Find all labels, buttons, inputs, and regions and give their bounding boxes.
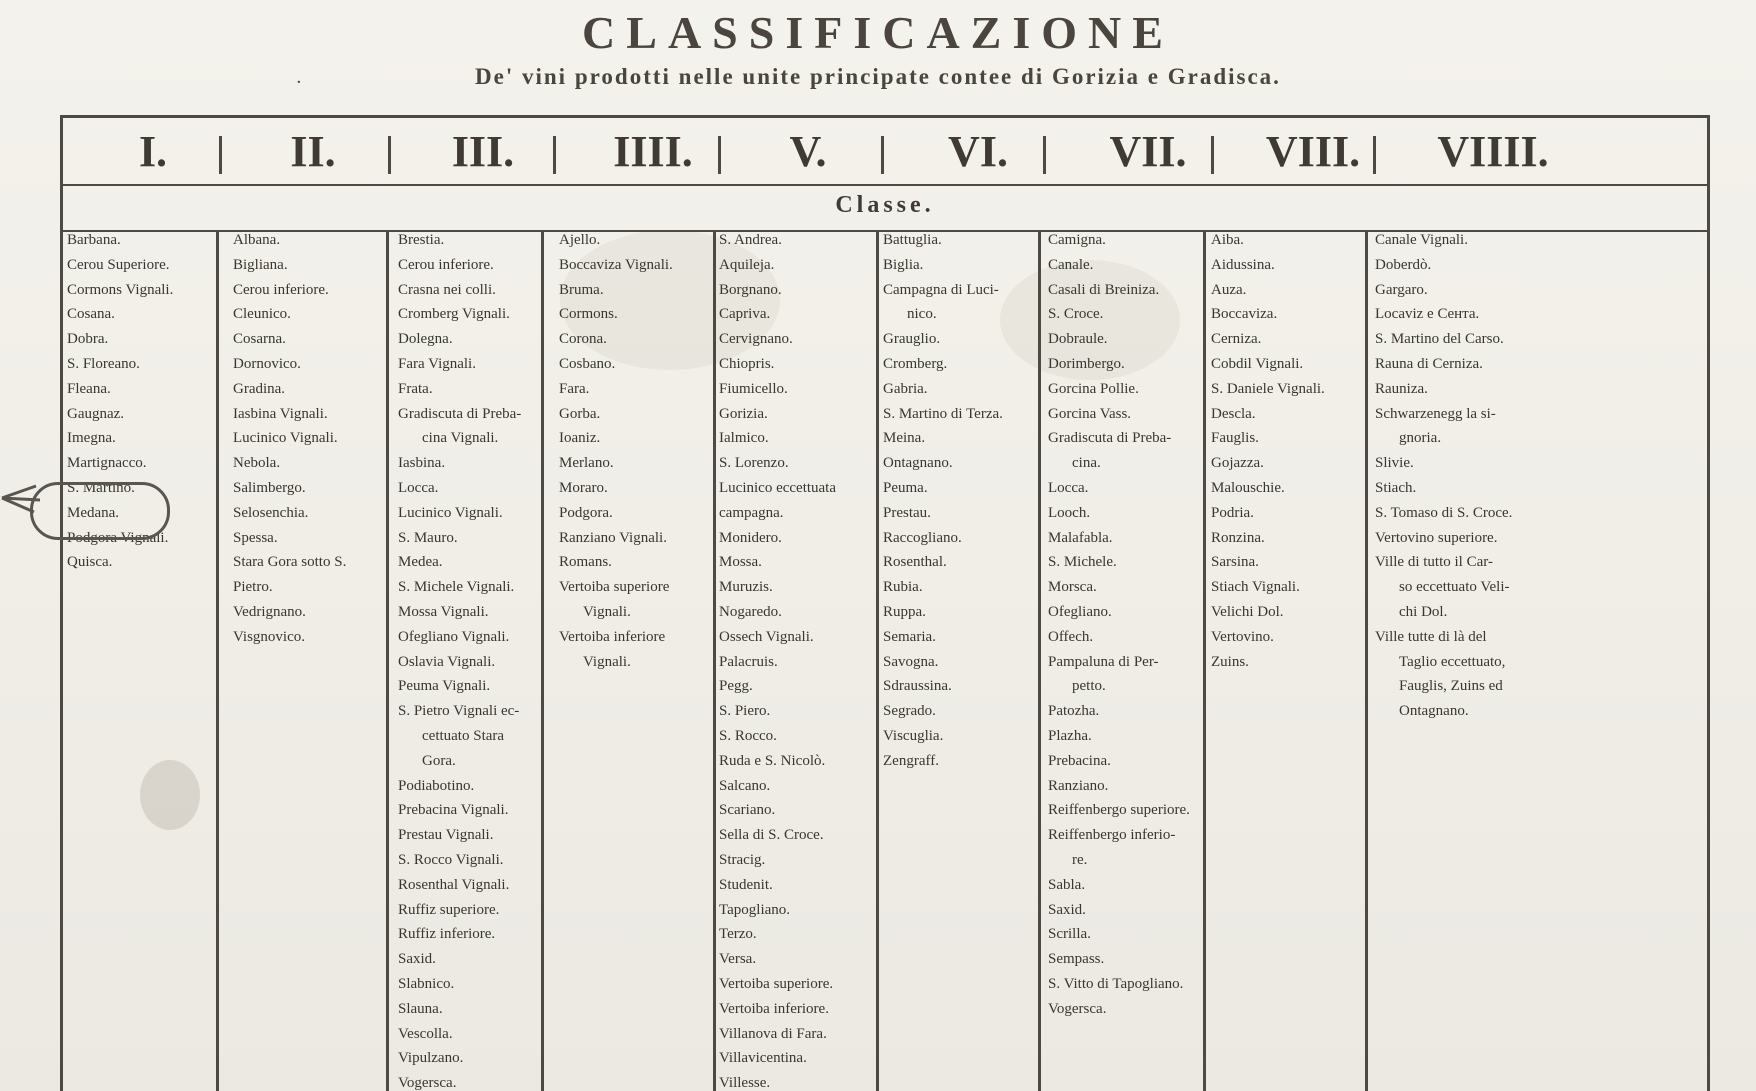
wine-locality-entry: Chiopris. bbox=[719, 355, 775, 372]
wine-locality-entry: Stiach. bbox=[1375, 479, 1417, 496]
wine-locality-entry: Gradiscuta di Preba- bbox=[398, 405, 522, 422]
wine-locality-entry: Rubia. bbox=[883, 579, 923, 596]
wine-locality-entry: Reiffenbergo superiore. bbox=[1048, 802, 1190, 819]
wine-locality-entry: Reiffenbergo inferio- bbox=[1048, 827, 1176, 844]
wine-locality-entry: Vertoiba superiore. bbox=[719, 975, 834, 992]
wine-locality-entry: Barbana. bbox=[67, 232, 121, 248]
wine-locality-entry: Dobraule. bbox=[1048, 331, 1108, 348]
column-rule bbox=[876, 232, 879, 1091]
wine-locality-entry: Meina. bbox=[883, 430, 926, 447]
wine-locality-entry: Ioaniz. bbox=[559, 430, 601, 447]
wine-locality-entry: Malafabla. bbox=[1048, 529, 1113, 546]
wine-locality-entry: Tapogliano. bbox=[719, 901, 791, 918]
wine-locality-entry: Fleana. bbox=[67, 380, 111, 397]
wine-locality-entry: Semaria. bbox=[883, 628, 936, 645]
wine-locality-entry: Ville tutte di là del bbox=[1375, 628, 1487, 645]
numeral-separator bbox=[1211, 136, 1214, 174]
wine-locality-entry: Slauna. bbox=[398, 1000, 443, 1017]
wine-locality-entry: Cromberg. bbox=[883, 355, 948, 372]
wine-locality-entry: nico. bbox=[907, 306, 937, 323]
wine-locality-entry: S. Piero. bbox=[719, 703, 771, 720]
wine-locality-entry: Grauglio. bbox=[883, 331, 941, 348]
column-rule bbox=[541, 232, 544, 1091]
wine-locality-entry: Morsca. bbox=[1048, 579, 1097, 596]
wine-locality-entry: Ofegliano Vignali. bbox=[398, 628, 510, 645]
wine-locality-entry: Gaugnaz. bbox=[67, 405, 125, 422]
wine-locality-entry: Podgora. bbox=[559, 504, 613, 521]
wine-locality-entry: Cosbano. bbox=[559, 355, 616, 372]
wine-locality-entry: S. Martino del Carso. bbox=[1375, 331, 1504, 348]
wine-locality-entry: Velichi Dol. bbox=[1211, 603, 1284, 620]
wine-locality-entry: Casali di Breiniza. bbox=[1048, 281, 1160, 298]
wine-locality-entry: Cormons. bbox=[559, 306, 618, 323]
wine-locality-entry: Lucinico Vignali. bbox=[398, 504, 503, 521]
wine-locality-entry: Pegg. bbox=[719, 678, 753, 695]
wine-locality-entry: chi Dol. bbox=[1399, 603, 1448, 620]
wine-locality-entry: Vertoiba inferiore. bbox=[719, 1000, 829, 1017]
wine-locality-entry: Albana. bbox=[233, 232, 281, 248]
wine-locality-entry: Ville di tutto il Car- bbox=[1375, 554, 1493, 571]
wine-locality-entry: Boccaviza. bbox=[1211, 306, 1278, 323]
numeral-separator bbox=[219, 136, 222, 174]
wine-locality-entry: cina. bbox=[1072, 455, 1101, 472]
wine-locality-entry: Villanova di Fara. bbox=[719, 1025, 827, 1042]
wine-locality-entry: Slivie. bbox=[1375, 455, 1414, 472]
wine-locality-entry: Peuma Vignali. bbox=[398, 678, 491, 695]
wine-locality-entry: Muruzis. bbox=[719, 579, 773, 596]
wine-locality-entry: Ruffiz inferiore. bbox=[398, 926, 496, 943]
column-rule bbox=[713, 232, 716, 1091]
wine-locality-entry: cettuato Stara bbox=[422, 727, 505, 744]
classe-row bbox=[63, 186, 1707, 232]
numeral-separator bbox=[1043, 136, 1046, 174]
wine-locality-entry: Mossa Vignali. bbox=[398, 603, 489, 620]
column-rule bbox=[386, 232, 389, 1091]
wine-locality-entry: Salimbergo. bbox=[233, 479, 306, 496]
wine-locality-entry: Rauna di Cerniza. bbox=[1375, 355, 1483, 372]
wine-locality-entry: Cromberg Vignali. bbox=[398, 306, 510, 323]
class-8-column bbox=[1211, 228, 1325, 674]
wine-locality-entry: Raccogliano. bbox=[883, 529, 962, 546]
wine-locality-entry: Brestia. bbox=[398, 232, 445, 248]
wine-locality-entry: Medea. bbox=[398, 554, 443, 571]
wine-locality-entry: Sarsina. bbox=[1211, 554, 1259, 571]
wine-locality-entry: Viscuglia. bbox=[883, 727, 944, 744]
wine-locality-entry: Fauglis. bbox=[1211, 430, 1259, 447]
wine-locality-entry: Gargaro. bbox=[1375, 281, 1428, 298]
wine-locality-entry: Imegna. bbox=[67, 430, 116, 447]
wine-locality-entry: Stara Gora sotto S. bbox=[233, 554, 347, 571]
wine-locality-entry: S. Lorenzo. bbox=[719, 455, 789, 472]
column-rule bbox=[1203, 232, 1206, 1091]
wine-locality-entry: Stiach Vignali. bbox=[1211, 579, 1300, 596]
wine-locality-entry: Slabnico. bbox=[398, 975, 455, 992]
numeral-3: III. bbox=[451, 127, 515, 176]
wine-locality-entry: Gora. bbox=[422, 752, 456, 769]
handwritten-circle-mark bbox=[30, 482, 170, 540]
wine-locality-entry: Vipulzano. bbox=[398, 1050, 464, 1067]
wine-locality-entry: Scariano. bbox=[719, 802, 776, 819]
column-rule bbox=[1038, 232, 1041, 1091]
wine-locality-entry: Doberdò. bbox=[1375, 256, 1432, 273]
wine-locality-entry: Locaviz e Cента. bbox=[1375, 306, 1480, 323]
wine-locality-entry: Ranziano Vignali. bbox=[559, 529, 667, 546]
wine-locality-entry: Patozha. bbox=[1048, 703, 1100, 720]
wine-locality-entry: Vescolla. bbox=[398, 1025, 453, 1042]
wine-locality-entry: Auza. bbox=[1211, 281, 1247, 298]
wine-locality-entry: Cosarna. bbox=[233, 331, 286, 348]
wine-locality-entry: Gradiscuta di Preba- bbox=[1048, 430, 1172, 447]
wine-locality-entry: S. Rocco. bbox=[719, 727, 777, 744]
wine-locality-entry: Vogersca. bbox=[1048, 1000, 1107, 1017]
wine-locality-entry: Ossech Vignali. bbox=[719, 628, 814, 645]
wine-locality-entry: Pampaluna di Per- bbox=[1048, 653, 1159, 670]
wine-locality-entry: S. Floreano. bbox=[67, 355, 140, 372]
numeral-5: V. bbox=[789, 127, 827, 176]
wine-locality-entry: Merlano. bbox=[559, 455, 614, 472]
wine-locality-entry: Dornovico. bbox=[233, 355, 301, 372]
wine-locality-entry: Aidussina. bbox=[1211, 256, 1275, 273]
wine-locality-entry: Savogna. bbox=[883, 653, 939, 670]
wine-locality-entry: Cerou inferiore. bbox=[233, 281, 329, 298]
wine-locality-entry: Ranziano. bbox=[1048, 777, 1109, 794]
wine-locality-entry: Aiba. bbox=[1211, 232, 1244, 248]
wine-locality-entry: Oslavia Vignali. bbox=[398, 653, 496, 670]
wine-locality-entry: Ofegliano. bbox=[1048, 603, 1112, 620]
wine-locality-entry: Selosenchia. bbox=[233, 504, 309, 521]
numeral-separator bbox=[881, 136, 884, 174]
subtitle-bullet: · bbox=[296, 72, 302, 93]
wine-locality-entry: Ruffiz superiore. bbox=[398, 901, 500, 918]
wine-locality-entry: Cleunico. bbox=[233, 306, 291, 323]
wine-locality-entry: Borgnano. bbox=[719, 281, 782, 298]
column-rule bbox=[1365, 232, 1368, 1091]
wine-locality-entry: Cobdil Vignali. bbox=[1211, 355, 1304, 372]
wine-locality-entry: Gabria. bbox=[883, 380, 928, 397]
column-rule bbox=[216, 232, 219, 1091]
wine-locality-entry: Campagna di Luci- bbox=[883, 281, 999, 298]
wine-locality-entry: Saxid. bbox=[1048, 901, 1086, 918]
wine-locality-entry: Romans. bbox=[559, 554, 612, 571]
wine-locality-entry: Offech. bbox=[1048, 628, 1094, 645]
wine-locality-entry: Iasbina. bbox=[398, 455, 446, 472]
wine-locality-entry: Mossa. bbox=[719, 554, 762, 571]
wine-locality-entry: Versa. bbox=[719, 951, 757, 968]
wine-locality-entry: so eccettuato Veli- bbox=[1399, 579, 1510, 596]
wine-locality-entry: Gorcina Pollie. bbox=[1048, 380, 1139, 397]
wine-locality-entry: Cervignano. bbox=[719, 331, 793, 348]
numeral-separator bbox=[718, 136, 721, 174]
wine-locality-entry: cina Vignali. bbox=[422, 430, 499, 447]
wine-locality-entry: Taglio eccettuato, bbox=[1399, 653, 1506, 670]
wine-locality-entry: Gorcina Vass. bbox=[1048, 405, 1132, 422]
wine-locality-entry: Zengraff. bbox=[883, 752, 939, 769]
wine-locality-entry: Segrado. bbox=[883, 703, 936, 720]
wine-locality-entry: S. Michele. bbox=[1048, 554, 1117, 571]
wine-locality-entry: Dobra. bbox=[67, 331, 109, 348]
wine-locality-entry: Prestau. bbox=[883, 504, 931, 521]
wine-locality-entry: Rosenthal Vignali. bbox=[398, 876, 510, 893]
wine-locality-entry: Prestau Vignali. bbox=[398, 827, 494, 844]
numeral-9: VIIII. bbox=[1437, 127, 1549, 176]
wine-locality-entry: Cerniza. bbox=[1211, 331, 1262, 348]
class-7-column bbox=[1048, 228, 1190, 1022]
wine-locality-entry: S. Michele Vignali. bbox=[398, 579, 515, 596]
wine-locality-entry: Biglia. bbox=[883, 256, 924, 273]
wine-locality-entry: Descla. bbox=[1211, 405, 1256, 422]
class-numeral-row bbox=[63, 118, 1707, 186]
numeral-6: VI. bbox=[948, 127, 1008, 176]
wine-locality-entry: Saxid. bbox=[398, 951, 436, 968]
wine-locality-entry: Studenit. bbox=[719, 876, 773, 893]
wine-locality-entry: Looch. bbox=[1048, 504, 1091, 521]
wine-locality-entry: Nogaredo. bbox=[719, 603, 782, 620]
wine-locality-entry: Vignali. bbox=[583, 603, 631, 620]
wine-locality-entry: S. Daniele Vignali. bbox=[1211, 380, 1325, 397]
wine-locality-entry: Corona. bbox=[559, 331, 607, 348]
class-5-column bbox=[719, 228, 836, 1091]
wine-locality-entry: Ronzina. bbox=[1211, 529, 1265, 546]
wine-locality-entry: Sempass. bbox=[1048, 951, 1105, 968]
wine-locality-entry: Vogersca. bbox=[398, 1075, 457, 1091]
wine-locality-entry: Nebola. bbox=[233, 455, 281, 472]
numeral-separator bbox=[388, 136, 391, 174]
wine-locality-entry: Lucinico Vignali. bbox=[233, 430, 338, 447]
wine-locality-entry: Frata. bbox=[398, 380, 433, 397]
wine-locality-entry: Palacruis. bbox=[719, 653, 778, 670]
numeral-8: VIII. bbox=[1265, 127, 1361, 176]
wine-locality-entry: Canale. bbox=[1048, 256, 1094, 273]
wine-locality-entry: Sdraussina. bbox=[883, 678, 952, 695]
wine-locality-entry: Ialmico. bbox=[719, 430, 769, 447]
wine-locality-entry: Bigliana. bbox=[233, 256, 288, 273]
wine-locality-entry: Aquileja. bbox=[719, 256, 775, 273]
wine-locality-entry: Capriva. bbox=[719, 306, 771, 323]
wine-locality-entry: Sella di S. Croce. bbox=[719, 827, 824, 844]
wine-locality-entry: Fauglis, Zuins ed bbox=[1399, 678, 1503, 695]
numeral-separator bbox=[1373, 136, 1376, 174]
wine-locality-entry: Gradina. bbox=[233, 380, 286, 397]
wine-locality-entry: Gorba. bbox=[559, 405, 601, 422]
wine-locality-entry: Cerou inferiore. bbox=[398, 256, 494, 273]
wine-locality-entry: Fiumicello. bbox=[719, 380, 788, 397]
class-4-column bbox=[559, 228, 673, 674]
wine-locality-entry: Schwarzenegg la si- bbox=[1375, 405, 1496, 422]
wine-locality-entry: Podria. bbox=[1211, 504, 1254, 521]
wine-locality-entry: Gojazza. bbox=[1211, 455, 1264, 472]
numeral-2: II. bbox=[290, 127, 336, 176]
wine-locality-entry: Vertoiba superiore bbox=[559, 579, 670, 596]
wine-locality-entry: Prebacina. bbox=[1048, 752, 1111, 769]
wine-locality-entry: S. Rocco Vignali. bbox=[398, 851, 504, 868]
wine-locality-entry: S. Martino di Terza. bbox=[883, 405, 1003, 422]
wine-locality-entry: Villesse. bbox=[719, 1075, 771, 1091]
document-title: CLASSIFICAZIONE bbox=[582, 7, 1174, 58]
wine-locality-entry: Quisca. bbox=[67, 554, 113, 571]
wine-locality-entry: Rosenthal. bbox=[883, 554, 947, 571]
wine-locality-entry: Canale Vignali. bbox=[1375, 232, 1468, 248]
wine-locality-entry: Salcano. bbox=[719, 777, 771, 794]
wine-locality-entry: S. Croce. bbox=[1048, 306, 1104, 323]
wine-locality-entry: gnoria. bbox=[1399, 430, 1442, 447]
wine-locality-entry: Peuma. bbox=[883, 479, 928, 496]
wine-locality-entry: Visgnovico. bbox=[233, 628, 306, 645]
wine-locality-entry: Ontagnano. bbox=[883, 455, 953, 472]
wine-locality-entry: Lucinico eccettuata bbox=[719, 479, 837, 496]
wine-locality-entry: Martignacco. bbox=[67, 455, 147, 472]
wine-locality-entry: S. Andrea. bbox=[719, 232, 782, 248]
wine-locality-entry: Vedrignano. bbox=[233, 603, 306, 620]
wine-locality-entry: Battuglia. bbox=[883, 232, 942, 248]
wine-locality-entry: Locca. bbox=[1048, 479, 1089, 496]
wine-locality-entry: Dorimbergo. bbox=[1048, 355, 1125, 372]
class-3-column bbox=[398, 228, 521, 1091]
wine-locality-entry: S. Mauro. bbox=[398, 529, 458, 546]
wine-locality-entry: Iasbina Vignali. bbox=[233, 405, 328, 422]
wine-locality-entry: Ruda e S. Nicolò. bbox=[719, 752, 826, 769]
wine-locality-entry: Plazha. bbox=[1048, 727, 1092, 744]
numeral-separator bbox=[553, 136, 556, 174]
wine-locality-entry: Moraro. bbox=[559, 479, 608, 496]
wine-locality-entry: Ruppa. bbox=[883, 603, 926, 620]
wine-locality-entry: Scrilla. bbox=[1048, 926, 1091, 943]
wine-locality-entry: Podgora Vignali. bbox=[67, 529, 169, 546]
wine-locality-entry: Ajello. bbox=[559, 232, 601, 248]
wine-locality-entry: Gorizia. bbox=[719, 405, 768, 422]
wine-locality-entry: Prebacina Vignali. bbox=[398, 802, 509, 819]
numeral-4: IIII. bbox=[613, 127, 693, 176]
wine-locality-entry: Dolegna. bbox=[398, 331, 453, 348]
wine-locality-entry: Vertovino superiore. bbox=[1375, 529, 1498, 546]
wine-locality-entry: Vertovino. bbox=[1211, 628, 1274, 645]
wine-locality-entry: campagna. bbox=[719, 504, 784, 521]
classe-label: Classe. bbox=[835, 192, 935, 218]
wine-locality-entry: Spessa. bbox=[233, 529, 278, 546]
wine-locality-entry: Ontagnano. bbox=[1399, 703, 1469, 720]
numeral-7: VII. bbox=[1109, 127, 1187, 176]
wine-locality-entry: Stracig. bbox=[719, 851, 766, 868]
wine-locality-entry: Cormons Vignali. bbox=[67, 281, 174, 298]
wine-locality-entry: Sabla. bbox=[1048, 876, 1086, 893]
wine-locality-entry: petto. bbox=[1072, 678, 1106, 695]
wine-locality-entry: Crasna nei colli. bbox=[398, 281, 496, 298]
wine-locality-entry: Cerou Superiore. bbox=[67, 256, 170, 273]
wine-locality-entry: S. Pietro Vignali ec- bbox=[398, 703, 520, 720]
wine-locality-entry: Pietro. bbox=[233, 579, 273, 596]
wine-locality-entry: Rauniza. bbox=[1375, 380, 1428, 397]
class-2-column bbox=[233, 228, 346, 650]
wine-locality-entry: Monidero. bbox=[719, 529, 782, 546]
numeral-1: I. bbox=[138, 127, 168, 176]
wine-locality-entry: Medana. bbox=[67, 504, 120, 521]
wine-locality-entry: S. Martino. bbox=[67, 479, 135, 496]
wine-locality-entry: Malouschie. bbox=[1211, 479, 1285, 496]
wine-locality-entry: Villavicentina. bbox=[719, 1050, 807, 1067]
wine-locality-entry: Fara Vignali. bbox=[398, 355, 476, 372]
wine-locality-entry: Locca. bbox=[398, 479, 439, 496]
wine-locality-entry: Zuins. bbox=[1211, 653, 1249, 670]
wine-locality-entry: S. Tomaso di S. Croce. bbox=[1375, 504, 1513, 521]
wine-locality-entry: Vignali. bbox=[583, 653, 631, 670]
wine-locality-entry: Fara. bbox=[559, 380, 590, 397]
wine-locality-entry: Camigna. bbox=[1048, 232, 1106, 248]
class-9-column bbox=[1375, 228, 1512, 724]
wine-locality-entry: Terzo. bbox=[719, 926, 757, 943]
wine-locality-entry: S. Vitto di Tapogliano. bbox=[1048, 975, 1184, 992]
wine-locality-entry: Bruma. bbox=[559, 281, 604, 298]
wine-locality-entry: re. bbox=[1072, 851, 1088, 868]
class-6-column bbox=[883, 228, 1003, 774]
wine-locality-entry: Vertoiba inferiore bbox=[559, 628, 666, 645]
wine-locality-entry: Cosana. bbox=[67, 306, 115, 323]
document-subtitle: De' vini prodotti nelle unite principate contee di Gorizia e Gradisca. bbox=[475, 64, 1281, 89]
wine-locality-entry: Boccaviza Vignali. bbox=[559, 256, 673, 273]
wine-locality-entry: Podiabotino. bbox=[398, 777, 475, 794]
classification-table bbox=[60, 115, 1710, 1091]
